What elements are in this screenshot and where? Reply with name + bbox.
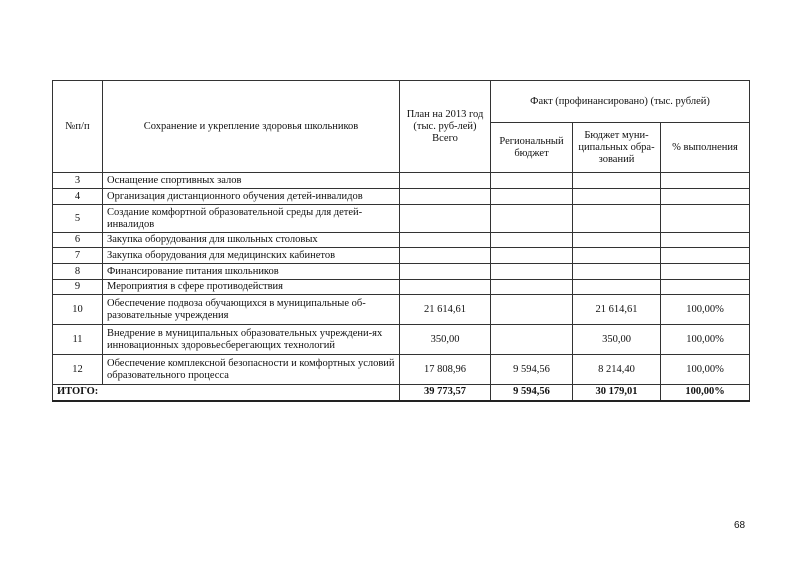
- cell-regional: [491, 264, 573, 280]
- total-plan: 39 773,57: [400, 385, 491, 401]
- cell-plan: 21 614,61: [400, 295, 491, 325]
- table-row: [53, 264, 750, 280]
- cell-percent: [661, 189, 750, 205]
- total-label: ИТОГО:: [53, 385, 400, 401]
- cell-municipal: [573, 205, 661, 233]
- table-row: [53, 280, 750, 295]
- cell-percent: 100,00%: [661, 355, 750, 385]
- cell-percent: [661, 280, 750, 295]
- cell-plan: [400, 264, 491, 280]
- cell-municipal: [573, 248, 661, 264]
- cell-percent: [661, 233, 750, 248]
- cell-name: Оснащение спортивных залов: [103, 173, 400, 189]
- total-row: [53, 385, 750, 401]
- cell-percent: [661, 173, 750, 189]
- cell-percent: [661, 264, 750, 280]
- cell-municipal: [573, 233, 661, 248]
- cell-regional: [491, 325, 573, 355]
- cell-name: Обеспечение подвоза обучающихся в муниципальные об-разовательные учреждения: [103, 295, 400, 325]
- cell-percent: 100,00%: [661, 325, 750, 355]
- total-percent: 100,00%: [661, 385, 750, 401]
- cell-municipal: 8 214,40: [573, 355, 661, 385]
- table-row: [53, 233, 750, 248]
- table-row: [53, 173, 750, 189]
- cell-num: 8: [53, 264, 103, 280]
- cell-num: 3: [53, 173, 103, 189]
- funding-table: [52, 80, 750, 402]
- cell-plan: 17 808,96: [400, 355, 491, 385]
- cell-municipal: 350,00: [573, 325, 661, 355]
- cell-num: 9: [53, 280, 103, 295]
- cell-municipal: [573, 189, 661, 205]
- cell-percent: [661, 205, 750, 233]
- cell-num: 4: [53, 189, 103, 205]
- header-percent: % выполнения: [661, 123, 750, 173]
- cell-municipal: 21 614,61: [573, 295, 661, 325]
- cell-num: 6: [53, 233, 103, 248]
- cell-name: Создание комфортной образовательной среды для детей-инвалидов: [103, 205, 400, 233]
- page-number: 68: [734, 520, 746, 531]
- header-name: Сохранение и укрепление здоровья школьников: [103, 81, 400, 173]
- total-regional: 9 594,56: [491, 385, 573, 401]
- cell-regional: [491, 248, 573, 264]
- cell-plan: [400, 173, 491, 189]
- table-row: [53, 248, 750, 264]
- cell-plan: [400, 248, 491, 264]
- cell-percent: [661, 248, 750, 264]
- header-plan: План на 2013 год (тыс. руб-лей) Всего: [400, 81, 491, 173]
- cell-name: Закупка оборудования для медицинских кабинетов: [103, 248, 400, 264]
- cell-plan: [400, 280, 491, 295]
- total-municipal: 30 179,01: [573, 385, 661, 401]
- table-row: [53, 189, 750, 205]
- cell-regional: [491, 295, 573, 325]
- cell-regional: [491, 233, 573, 248]
- cell-municipal: [573, 264, 661, 280]
- cell-name: Обеспечение комплексной безопасности и комфортных условий образовательного процесса: [103, 355, 400, 385]
- cell-num: 12: [53, 355, 103, 385]
- cell-plan: [400, 233, 491, 248]
- header-regional: Региональный бюджет: [491, 123, 573, 173]
- header-num: №п/п: [53, 81, 103, 173]
- cell-num: 7: [53, 248, 103, 264]
- table-row: [53, 295, 750, 325]
- cell-plan: [400, 205, 491, 233]
- cell-name: Закупка оборудования для школьных столовых: [103, 233, 400, 248]
- table-row: [53, 355, 750, 385]
- cell-name: Финансирование питания школьников: [103, 264, 400, 280]
- cell-regional: [491, 205, 573, 233]
- cell-municipal: [573, 173, 661, 189]
- cell-name: Организация дистанционного обучения детей-инвалидов: [103, 189, 400, 205]
- cell-num: 10: [53, 295, 103, 325]
- cell-plan: [400, 189, 491, 205]
- cell-num: 5: [53, 205, 103, 233]
- cell-name: Внедрение в муниципальных образовательных учреждени-ях инновационных здоровьесберегающих технологий: [103, 325, 400, 355]
- table-row: [53, 205, 750, 233]
- cell-num: 11: [53, 325, 103, 355]
- cell-regional: [491, 173, 573, 189]
- header-fact-group: Факт (профинансировано) (тыс. рублей): [491, 81, 750, 123]
- cell-municipal: [573, 280, 661, 295]
- cell-plan: 350,00: [400, 325, 491, 355]
- cell-regional: 9 594,56: [491, 355, 573, 385]
- header-municipal: Бюджет муни-ципальных обра-зований: [573, 123, 661, 173]
- cell-name: Мероприятия в сфере противодействия: [103, 280, 400, 295]
- cell-regional: [491, 280, 573, 295]
- cell-regional: [491, 189, 573, 205]
- table-row: [53, 325, 750, 355]
- cell-percent: 100,00%: [661, 295, 750, 325]
